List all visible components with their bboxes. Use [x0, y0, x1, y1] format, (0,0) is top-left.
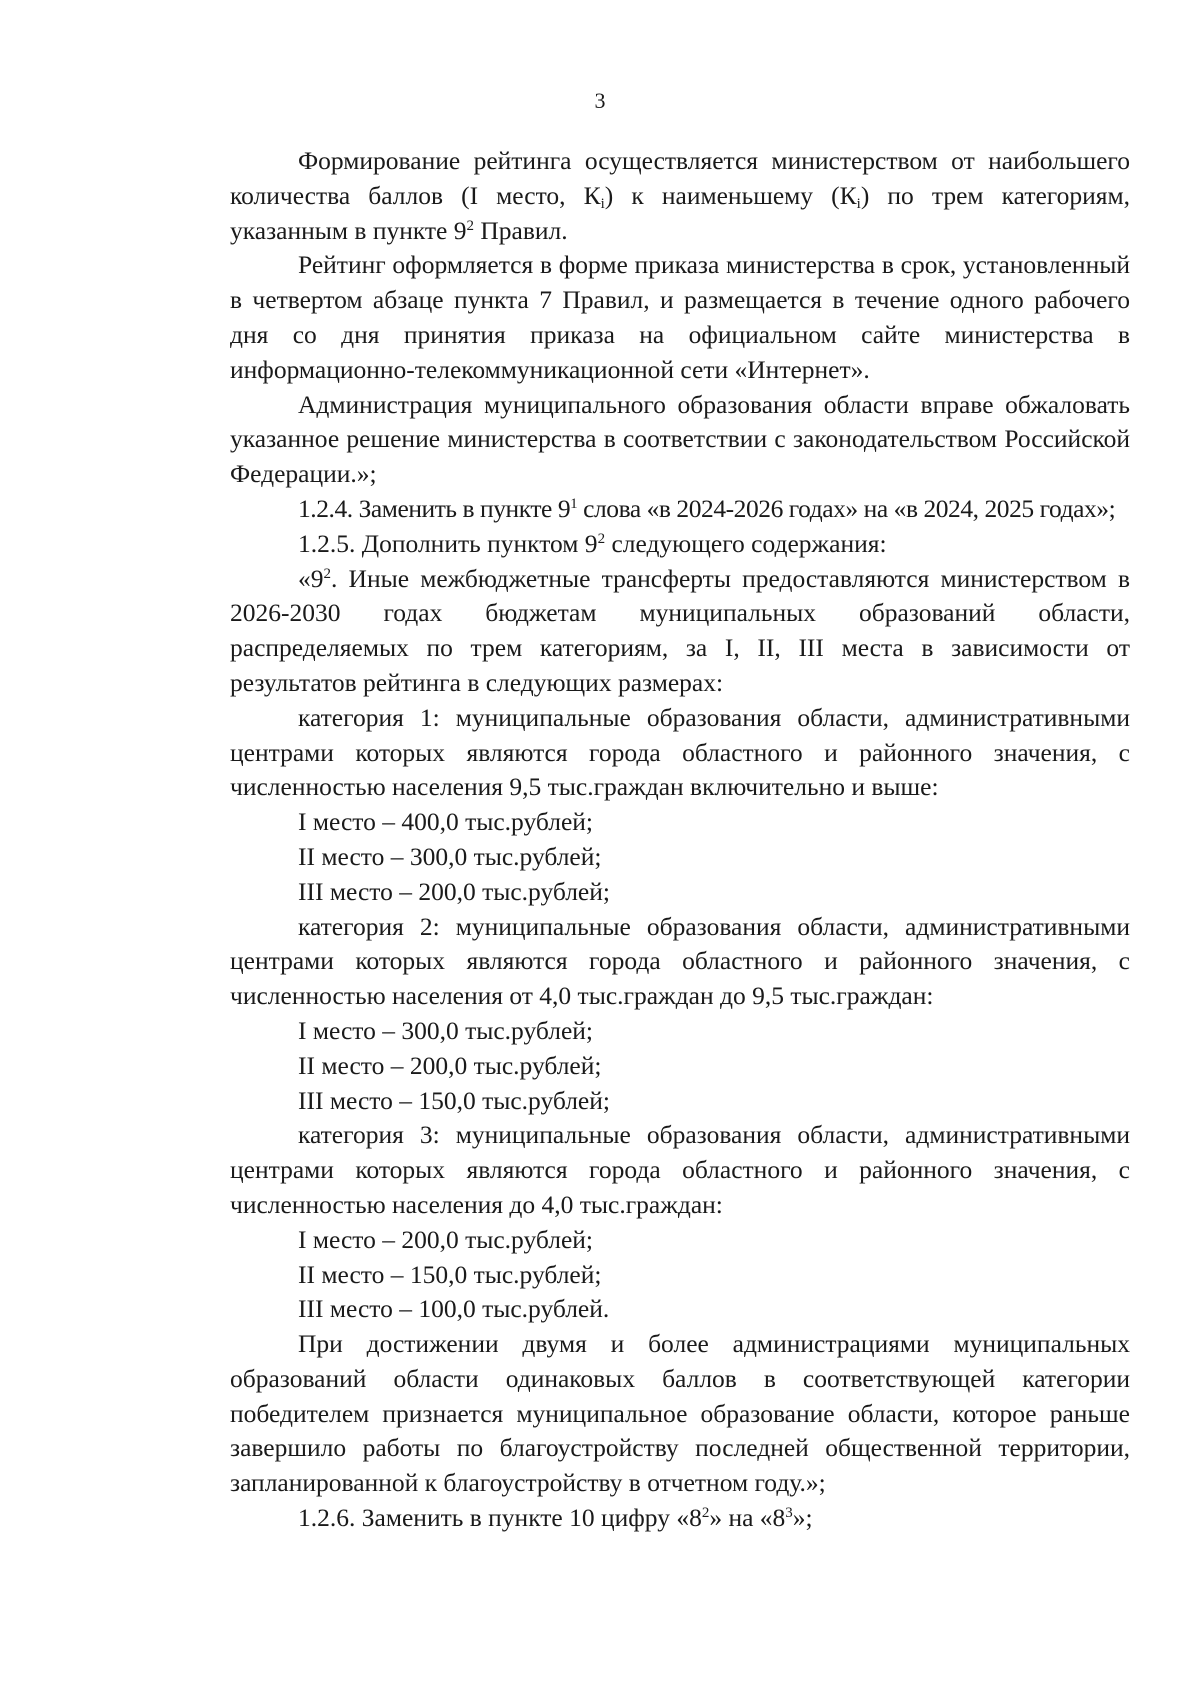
paragraph-1-2-5: 1.2.5. Дополнить пунктом $9^2$ следующего содержания: [298, 528, 887, 558]
paragraph-1-2-4: 1.2.4. Заменить в пункте $9^1$ слова «в 2024-2026 годах» на «в 2024, 2025 годах»; [298, 493, 1116, 523]
paragraph-rating-formation: Формирование рейтинга осуществляется министерством от наибольшего количества баллов (I место, $К_i$) к наименьшему $(К_i)$ по трем категориям, указанным в пункте $9^2$ Правил. [230, 146, 1130, 245]
list-item: III место – 150,0 тыс.рублей; [298, 1085, 610, 1115]
paragraph-transfers: «$9^2$. Иные межбюджетные трансферты предоставляются министерством в 2026-2030 годах бюджетам муниципальных образований области, распределяемых по трем категориям, за I, II, III места в зависимости от результатов рейтинга в следующих размерах: [230, 563, 1130, 697]
list-item: II место – 200,0 тыс.рублей; [298, 1050, 602, 1080]
list-item: III место – 100,0 тыс.рублей. [298, 1294, 610, 1324]
list-item: II место – 150,0 тыс.рублей; [298, 1259, 602, 1289]
paragraph-tie-rule: При достижении двумя и более администрациями муниципальных образований области одинаковых баллов в соответствующей категории победителем признается муниципальное образование области, которое раньше завершило работы по благоустройству последней общественной территории, запланированной к благоустройству в отчетном году.»; [230, 1329, 1130, 1498]
list-item: I место – 200,0 тыс.рублей; [298, 1224, 593, 1254]
paragraph-appeal: Администрация муниципального образования области вправе обжаловать указанное решение министерства в соответствии с законодательством Российской Федерации.»; [230, 389, 1130, 489]
document-body [230, 144, 1130, 1536]
list-item: I место – 400,0 тыс.рублей; [298, 807, 593, 837]
list-item: III место – 200,0 тыс.рублей; [298, 876, 610, 906]
paragraph-1-2-6: 1.2.6. Заменить в пункте 10 цифру «$8^2$» на «$8^3$»; [298, 1503, 813, 1533]
paragraph-category-3: категория 3: муниципальные образования области, административными центрами которых являются города областного и районного значения, с численностью населения до 4,0 тыс.граждан: [230, 1120, 1130, 1219]
paragraph-category-2: категория 2: муниципальные образования области, административными центрами которых являются города областного и районного значения, с численностью населения от 4,0 тыс.граждан до 9,5 тыс.граждан: [230, 911, 1130, 1011]
paragraph-rating-order: Рейтинг оформляется в форме приказа министерства в срок, установленный в четвертом абзаце пункта 7 Правил, и размещается в течение одного рабочего дня со дня принятия приказа на официальном сайте министерства в информационно-телекоммуникационной сети «Интернет». [230, 250, 1130, 384]
page-number: 3 [594, 88, 606, 113]
list-item: I место – 300,0 тыс.рублей; [298, 1015, 593, 1045]
list-item: II место – 300,0 тыс.рублей; [298, 841, 602, 871]
paragraph-category-1: категория 1: муниципальные образования области, административными центрами которых являются города областного и районного значения, с численностью населения 9,5 тыс.граждан включительно и выше: [230, 702, 1130, 802]
